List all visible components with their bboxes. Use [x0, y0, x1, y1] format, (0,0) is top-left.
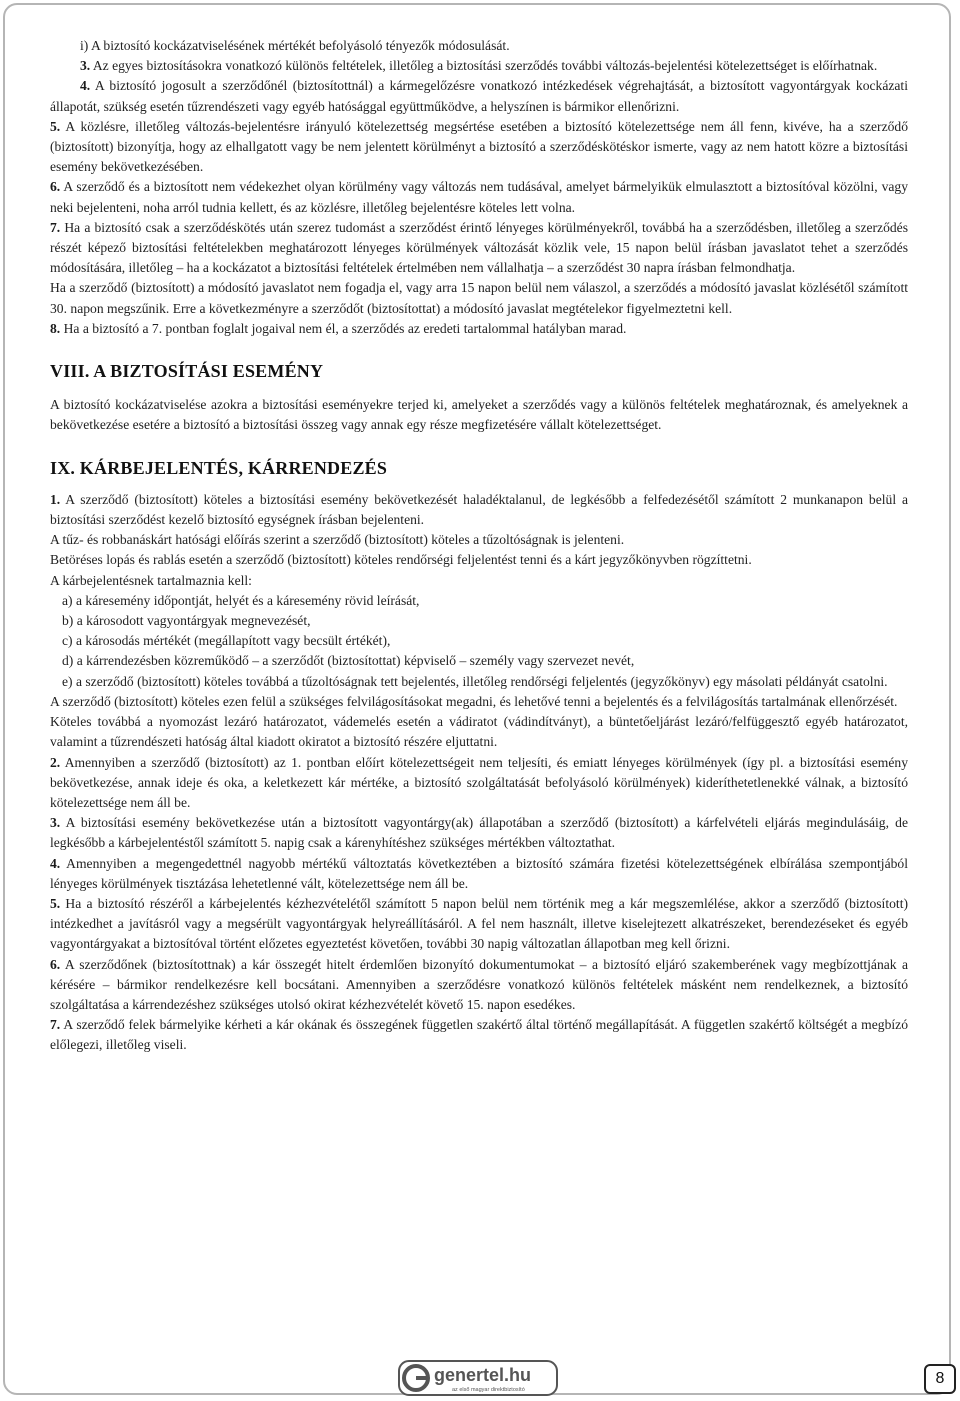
- paragraph-8: [50, 319, 908, 339]
- ix-paragraph-1e: A szerződő (biztosított) köteles ezen felül a szükséges felvilágosításokat megadni, és lehetővé tenni a bejelentés és a felvilágosítás tartalmának ellenőrzését.: [50, 693, 898, 709]
- section-viii-body: A biztosító kockázatviselése azokra a biztosítási eseményekre terjed ki, amelyeket a szerződés vagy a különös feltételek meghatároznak, és amelyeknek a bekövetkezése esetére a biztosító a biztosítási összeg vagy annak egy része megfizetésére vállalt kötelezettséget.: [50, 397, 908, 433]
- paragraph-number: 5.: [50, 118, 61, 134]
- ix-paragraph-6: [50, 955, 908, 1016]
- section-heading-ix: IX. KÁRBEJELENTÉS, KÁRRENDEZÉS: [50, 457, 388, 478]
- paragraph-text: A szerződő (biztosított) köteles a biztosítási esemény bekövetkezését haladéktalanul, de legkésőbb a felfedezésétől számított 2 munkanapon belül a biztosítási szerződést kezelő biztosító egységnek írásban bejelenteni.: [50, 491, 908, 528]
- list-item-d: d) a kárrendezésben közreműködő – a szerződőt (biztosítottat) képviselő – személy vagy szervezet nevét,: [62, 653, 635, 669]
- paragraph-number: 1.: [50, 491, 61, 507]
- logo-g-bar: [416, 1376, 428, 1380]
- paragraph-number: 7.: [50, 1017, 61, 1033]
- paragraph-5: [50, 117, 908, 178]
- paragraph-number: 4.: [80, 78, 91, 94]
- ix-paragraph-2: [50, 753, 908, 814]
- paragraph-text: A közlésre, illetőleg változás-bejelentésre irányuló kötelezettség megsértése esetében a biztosító kötelezettsége nem áll fenn, kivéve, ha a szerződő (biztosított) bizonyítja, hogy az elhallgatott vagy be nem jelentett körülményt a biztosító a szerződéskötéskor ismerte, vagy az nem hatott közre a biztosítási esemény bekövetkezésében.: [50, 118, 908, 175]
- paragraph-3: [50, 56, 908, 76]
- paragraph-text: A szerződő és a biztosított nem védekezhet olyan körülmény vagy változás nem tudásával, amelyet bármelyikük elmulasztott a biztosítóval közölni, vagy neki bejelenteni, noha arról tudnia kellett, és az közlésre, illetőleg bejelentésre köteles lett volna.: [50, 179, 908, 215]
- paragraph-text: A szerződő felek bármelyike kérheti a kár okának és összegének független szakértő által történő megállapítását. A független szakértő költségét a megbízó előlegezi, illetőleg viseli.: [50, 1017, 908, 1053]
- paragraph-text: A biztosító jogosult a szerződőnél (biztosítottnál) a kármegelőzésre vonatkozó intézkedések végrehajtását, a biztosított vagyontárgyak kockázati állapotát, szükség esetén tűzrendészeti vagy egyéb hatósággal együttműködve, a helyszínen is bármikor ellenőrizni.: [50, 78, 908, 114]
- list-item-c: c) a károsodás mértékét (megállapított vagy becsült értékét),: [62, 633, 391, 649]
- document-body: [50, 36, 908, 1056]
- paragraph-number: 6.: [50, 956, 61, 972]
- list-item-a: a) a káresemény időpontját, helyét és a káresemény rövid leírását,: [62, 592, 420, 608]
- ix-paragraph-3: [50, 813, 908, 853]
- paragraph-number: 7.: [50, 219, 61, 235]
- paragraph-text: Ha a biztosító részéről a kárbejelentés kézhezvételétől számított 5 napon belül nem történik meg a kár megszemlélése, akkor a szerződő (biztosított) intézkedhet a javításról vagy a megsérült vagyontárgyak helyreállításáról. A fel nem használt, illetve kiselejtezett alkatrészeket, berendezéseket és egyéb vagyontárgyakat a biztosítóval történt előzetes egyeztetést követően, további 30 napig változatlan állapotban meg kell őrizni.: [50, 895, 908, 952]
- list-item-e: e) a szerződő (biztosított) köteles továbbá a tűzoltóságnak tett bejelentés, illetőleg rendőrségi feljelentés (jegyzőkönyv) egy másolati példányát csatolni.: [62, 673, 888, 689]
- logo-tagline: az első magyar direktbiztosító: [452, 1387, 525, 1393]
- paragraph-text: Az egyes biztosításokra vonatkozó különös feltételek, illetőleg a biztosítási szerződés további változás-bejelentési kötelezettséget is előírhatnak.: [90, 58, 878, 74]
- paragraph-6: [50, 177, 908, 217]
- section-heading-viii: VIII. A BIZTOSÍTÁSI ESEMÉNY: [50, 361, 324, 382]
- paragraph-number: 5.: [50, 895, 61, 911]
- paragraph-number: 6.: [50, 179, 61, 195]
- ix-paragraph-1c: Betöréses lopás és rablás esetén a szerződő (biztosított) köteles rendőrségi feljelentést tenni és a kárt jegyzőkönyvben rögzíttetni.: [50, 552, 752, 568]
- paragraph-text: Amennyiben a megengedettnél nagyobb mértékű változtatás következtében a biztosító számára fizetési kötelezettségének elbírálása szempontjából lényeges körülmények tisztázása lehetetlenné vált, kötelezettsége nem áll be.: [50, 855, 908, 891]
- ix-paragraph-5: [50, 894, 908, 955]
- paragraph-7b: Ha a szerződő (biztosított) a módosító javaslatot nem fogadja el, vagy arra 15 napon belül nem válaszol, a szerződés a módosító javaslat közlésétől számított 30. napon megszűnik. Erre a következményre a szerződőt (biztosítottat) a módosító javaslat megtételekor figyelmeztetni kell.: [50, 280, 908, 316]
- paragraph-text: A biztosítási esemény bekövetkezése után a biztosított vagyontárgy(ak) állapotában a szerződő (biztosított) a kárfelvételi eljárás megindulásáig, de legkésőbb a kárbejelentéstől számított 5. napig csak a kárenyhítéshez szükséges mértékben változtathat.: [50, 815, 908, 851]
- paragraph-number: 3.: [50, 815, 61, 831]
- paragraph-text: Ha a biztosító a 7. pontban foglalt jogaival nem él, a szerződés az eredeti tartalommal hatályban marad.: [60, 320, 627, 336]
- ix-paragraph-1b: A tűz- és robbanáskárt hatósági előírás szerint a szerződő (biztosított) köteles a tűzoltóságnak is jelenteni.: [50, 532, 625, 548]
- ix-paragraph-1d: A kárbejelentésnek tartalmaznia kell:: [50, 572, 252, 588]
- ix-paragraph-4: [50, 854, 908, 894]
- list-item-b: b) a károsodott vagyontárgyak megnevezését,: [62, 613, 311, 629]
- ix-paragraph-7: [50, 1015, 908, 1055]
- paragraph-text: Ha a biztosító csak a szerződéskötés után szerez tudomást a szerződést érintő lényeges körülményekről, továbbá ha a szerződésben, illetőleg a szerződés részét képező biztosítási feltételekben meghatározott lényeges körülmények változását közlik vele, 15 napon belül írásban javaslatot tehet a szerződés módosítására, illetőleg – ha a kockázatot a biztosítási feltételek értelmében nem vállalhatja – a szerződést 30 napra írásban felmondhatja.: [50, 219, 908, 276]
- paragraph-text: A szerződőnek (biztosítottnak) a kár összegét hitelt érdemlően bizonyító dokumentumokat – a biztosító eljáró szakemberének vagy megbízottjának a kérésére – bármikor rendelkezésre kell bocsátani. Amennyiben a szerződésre vonatkozó különös feltételek másként nem rendelkeznek, a biztosító szolgáltatása a kárrendezéshez szükséges utolsó okirat kézhezvételét követő 15. napon esedékes.: [50, 956, 908, 1012]
- logo-wordmark: genertel.hu: [434, 1365, 532, 1385]
- paragraph-number: 8.: [50, 320, 61, 336]
- item-i: i) A biztosító kockázatviselésének mértékét befolyásoló tényezők módosulását.: [80, 38, 510, 53]
- paragraph-text: Amennyiben a szerződő (biztosított) az 1. pontban előírt kötelezettségeit nem teljesíti, és emiatt lényeges körülmények (így pl. a biztosítási esemény bekövetkezése, annak ideje és oka, a keletkezett kár mértéke, a biztosító szolgáltatását befolyásoló körülmények) kideríthetetlenekké válnak, a biztosító kötelezettsége nem áll be.: [50, 754, 908, 810]
- paragraph-number: 2.: [50, 754, 61, 770]
- paragraph-number: 4.: [50, 855, 61, 871]
- ix-paragraph-1: [50, 490, 908, 530]
- page-number: 8: [924, 1364, 956, 1394]
- ix-paragraph-1f: Köteles továbbá a nyomozást lezáró határozatot, vádemelés esetén a vádiratot (vádindítványt), a büntetőeljárást lezáró/felfüggesztő egyéb határozatot, valamint a tűzrendészeti hatóság által kiadott okiratot a biztosító részére eljuttatni.: [50, 714, 908, 750]
- generali-logo: [398, 1360, 558, 1396]
- paragraph-4: [50, 76, 908, 116]
- paragraph-number: 3.: [80, 58, 91, 74]
- paragraph-7: [50, 218, 908, 279]
